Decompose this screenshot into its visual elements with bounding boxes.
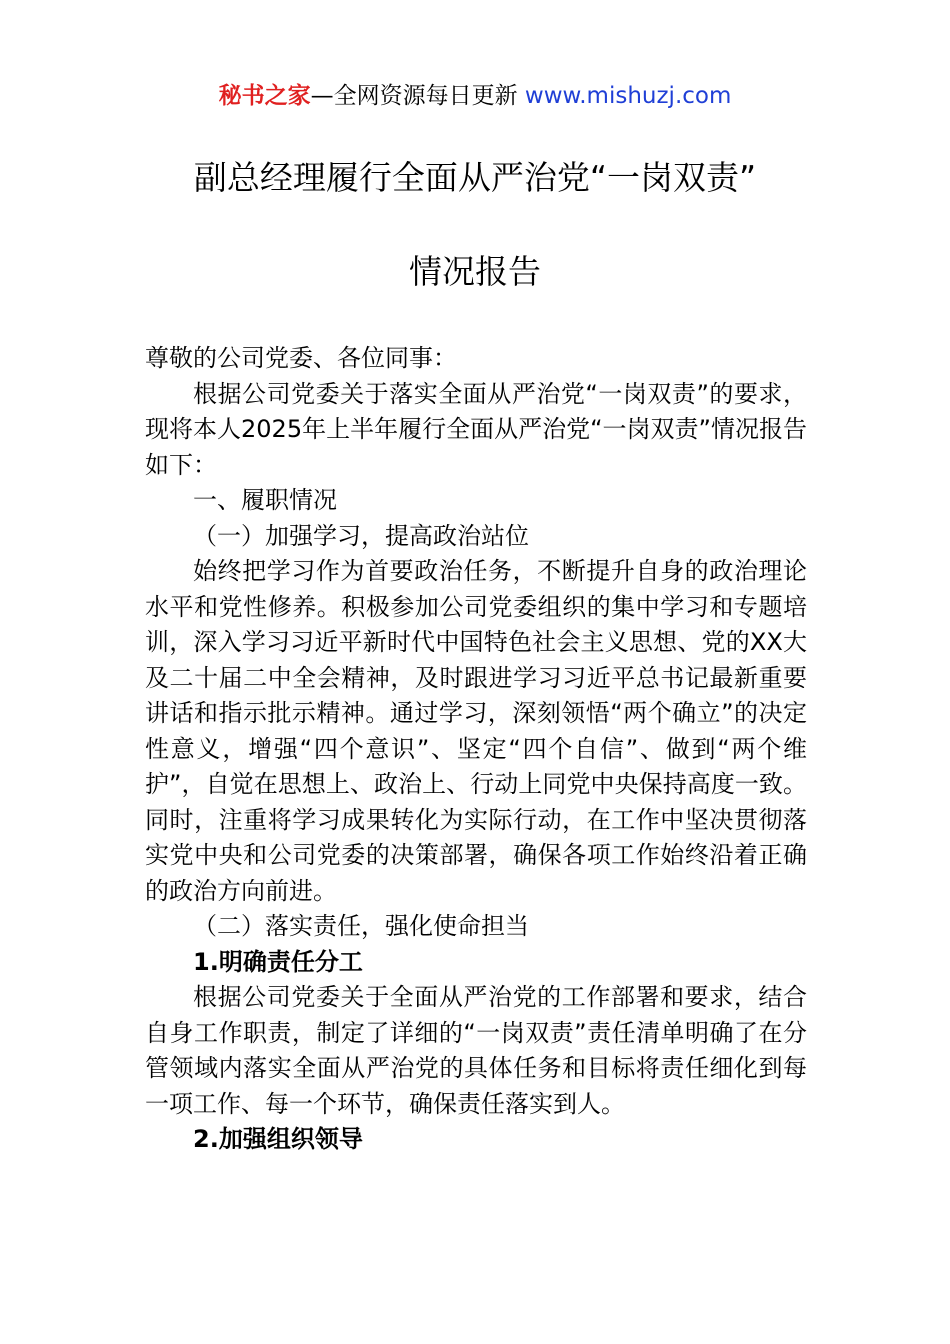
subsection-heading-2: （二）落实责任，强化使命担当 [193, 912, 529, 940]
item-heading-1: 1.明确责任分工 [193, 947, 363, 976]
section-heading-1: 一、履职情况 [193, 486, 337, 514]
site-header [0, 80, 950, 112]
responsibility-paragraph: 根据公司党委关于全面从严治党的工作部署和要求，结合自身工作职责，制定了详细的“一岗双责”责任清单明确了在分管领域内落实全面从严治党的具体任务和目标将责任细化到每一项工作、每一个环节，确保责任落实到人。 [145, 983, 807, 1118]
subsection-heading-1: （一）加强学习，提高政治站位 [193, 521, 529, 550]
brand-name: 秘书之家 [218, 83, 311, 109]
document-title-line1: 副总经理履行全面从严治党“一岗双责” [193, 158, 757, 197]
item-heading-2: 2.加强组织领导 [193, 1125, 363, 1153]
document-title-line2: 情况报告 [409, 252, 541, 291]
header-tagline: —全网资源每日更新 [310, 83, 525, 109]
study-paragraph: 始终把学习作为首要政治任务，不断提升自身的政治理论水平和党性修养。积极参加公司党委组织的集中学习和专题培训，深入学习习近平新时代中国特色社会主义思想、党的XX大及二十届二中全会精神，及时跟进学习习近平总书记最新重要讲话和指示批示精神。通过学习，深刻领悟“两个确立”的决定性意义，增强“四个意识”、坚定“四个自信”、做到“两个维护”，自觉在思想上、政治上、行动上同党中央保持高度一致。同时，注重将学习成果转化为实际行动，在工作中坚决贯彻落实党中央和公司党委的决策部署，确保各项工作始终沿着正确的政治方向前进。 [145, 557, 807, 905]
document-body [145, 341, 807, 1158]
intro-paragraph: 根据公司党委关于落实全面从严治党“一岗双责”的要求，现将本人2025年上半年履行全面从严治党“一岗双责”情况报告如下： [145, 379, 807, 479]
site-link[interactable]: www.mishuzj.com [524, 83, 732, 109]
salutation: 尊敬的公司党委、各位同事： [145, 344, 457, 372]
